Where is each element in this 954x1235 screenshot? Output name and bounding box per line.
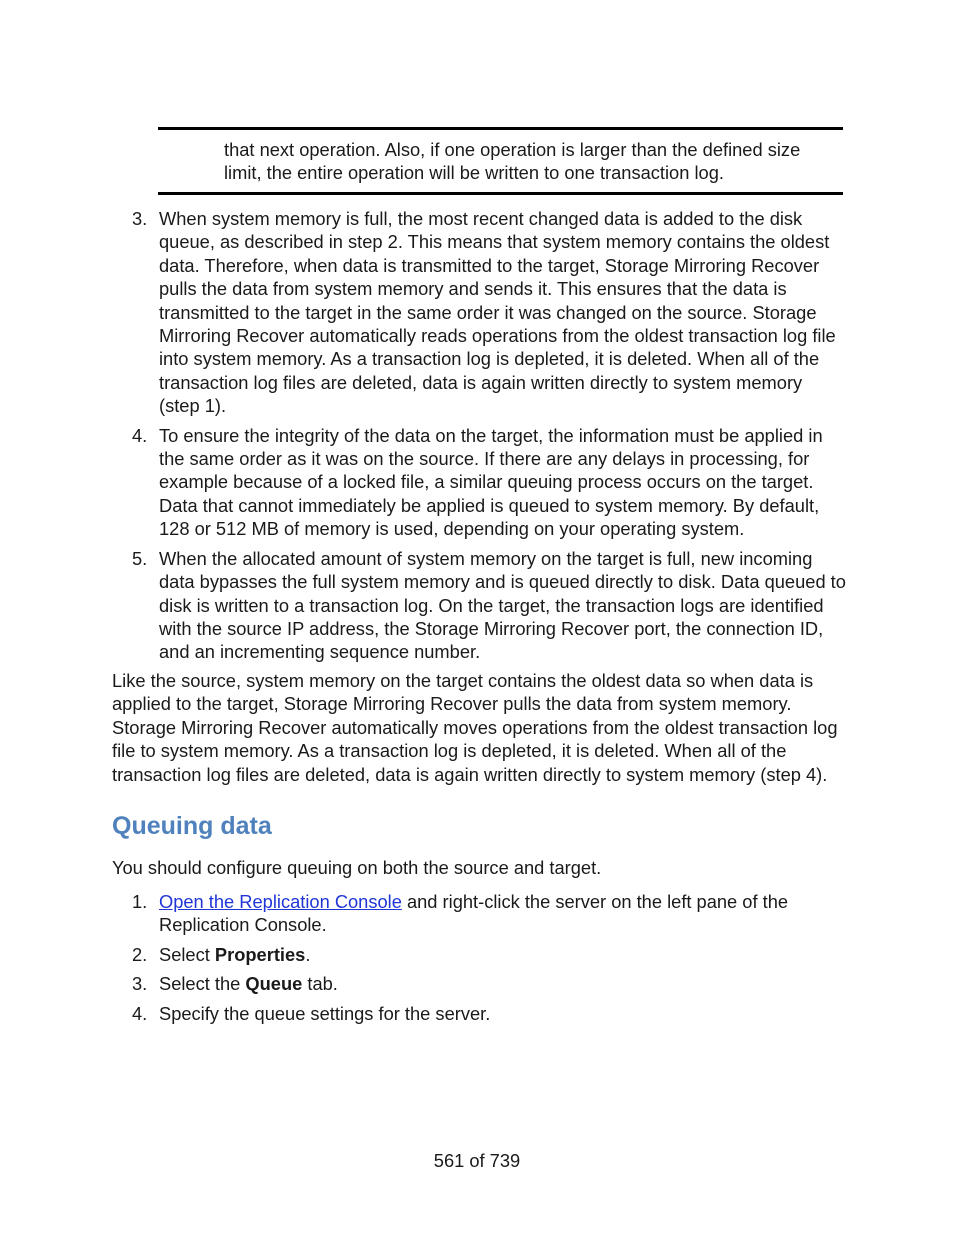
target-memory-paragraph: Like the source, system memory on the target contains the oldest data so when data is applied to the target, Storage Mirroring Recover pulls the data from system memory. Storage Mirroring Recover automatically moves operations from the oldest transaction log file to system memory. As a transaction log is depleted, it is deleted. When all of the transaction log files are deleted, data is again written directly to system memory (step 4). <box>112 670 838 785</box>
list-item-text: tab. <box>302 973 338 995</box>
list-item-number: 5. <box>132 547 148 569</box>
page-number: 561 of 739 <box>433 1150 521 1171</box>
list-item <box>112 890 847 937</box>
list-item-number: 3. <box>132 973 148 995</box>
list-item-text: Select <box>159 943 215 965</box>
list-item-number: 4. <box>132 424 148 446</box>
section-heading: Queuing data <box>112 812 272 840</box>
list-item-text: Specify the queue settings for the server. <box>159 1002 491 1024</box>
list-item <box>112 1002 847 1025</box>
list-item <box>112 207 847 418</box>
list-item-text: . <box>305 943 311 965</box>
note-box <box>158 127 843 195</box>
properties-term: Properties <box>214 943 306 965</box>
note-text: that next operation. Also, if one operation is larger than the defined size limit, the entire operation will be written to one transaction log. <box>224 139 801 184</box>
list-item-text: When the allocated amount of system memory on the target is full, new incoming data bypasses the full system memory and is queued directly to disk. Data queued to disk is written to a transaction log. On the target, the transaction logs are identified with the source IP address, the Storage Mirroring Recover port, the connection ID, and an incrementing sequence number. <box>159 547 846 663</box>
open-replication-console-link[interactable]: Open the Replication Console <box>159 891 402 912</box>
source-queue-steps <box>112 207 847 670</box>
list-item <box>112 972 847 995</box>
configuration-steps <box>112 890 847 1031</box>
list-item-text: and right-click the server on the left pane of the Replication Console. <box>159 891 789 936</box>
list-item <box>112 547 847 664</box>
list-item-number: 2. <box>132 943 148 965</box>
section-intro: You should configure queuing on both the source and target. <box>112 857 602 878</box>
list-item-number: 4. <box>132 1002 148 1024</box>
list-item-text: When system memory is full, the most recent changed data is added to the disk queue, as described in step 2. This means that system memory contains the oldest data. Therefore, when data is transmitted to the target, Storage Mirroring Recover pulls the data from system memory and sends it. This ensures that the data is transmitted to the target in the same order it was changed on the source. Storage Mirroring Recover automatically reads operations from the oldest transaction log file into system memory. As a transaction log is depleted, it is deleted. When all of the transaction log files are deleted, data is again written directly to system memory (step 1). <box>159 208 836 417</box>
list-item-number: 1. <box>132 891 148 912</box>
list-item-text: To ensure the integrity of the data on the target, the information must be applied in the same order as it was on the source. If there are any delays in processing, for example because of a locked file, a similar queuing process occurs on the target. Data that cannot immediately be applied is queued to system memory. By default, 128 or 512 MB of memory is used, depending on your operating system. <box>159 424 823 540</box>
list-item-number: 3. <box>132 208 148 229</box>
queue-term: Queue <box>245 973 303 995</box>
list-item <box>112 943 847 966</box>
list-item <box>112 424 847 541</box>
list-item-text: Select the <box>159 973 246 995</box>
